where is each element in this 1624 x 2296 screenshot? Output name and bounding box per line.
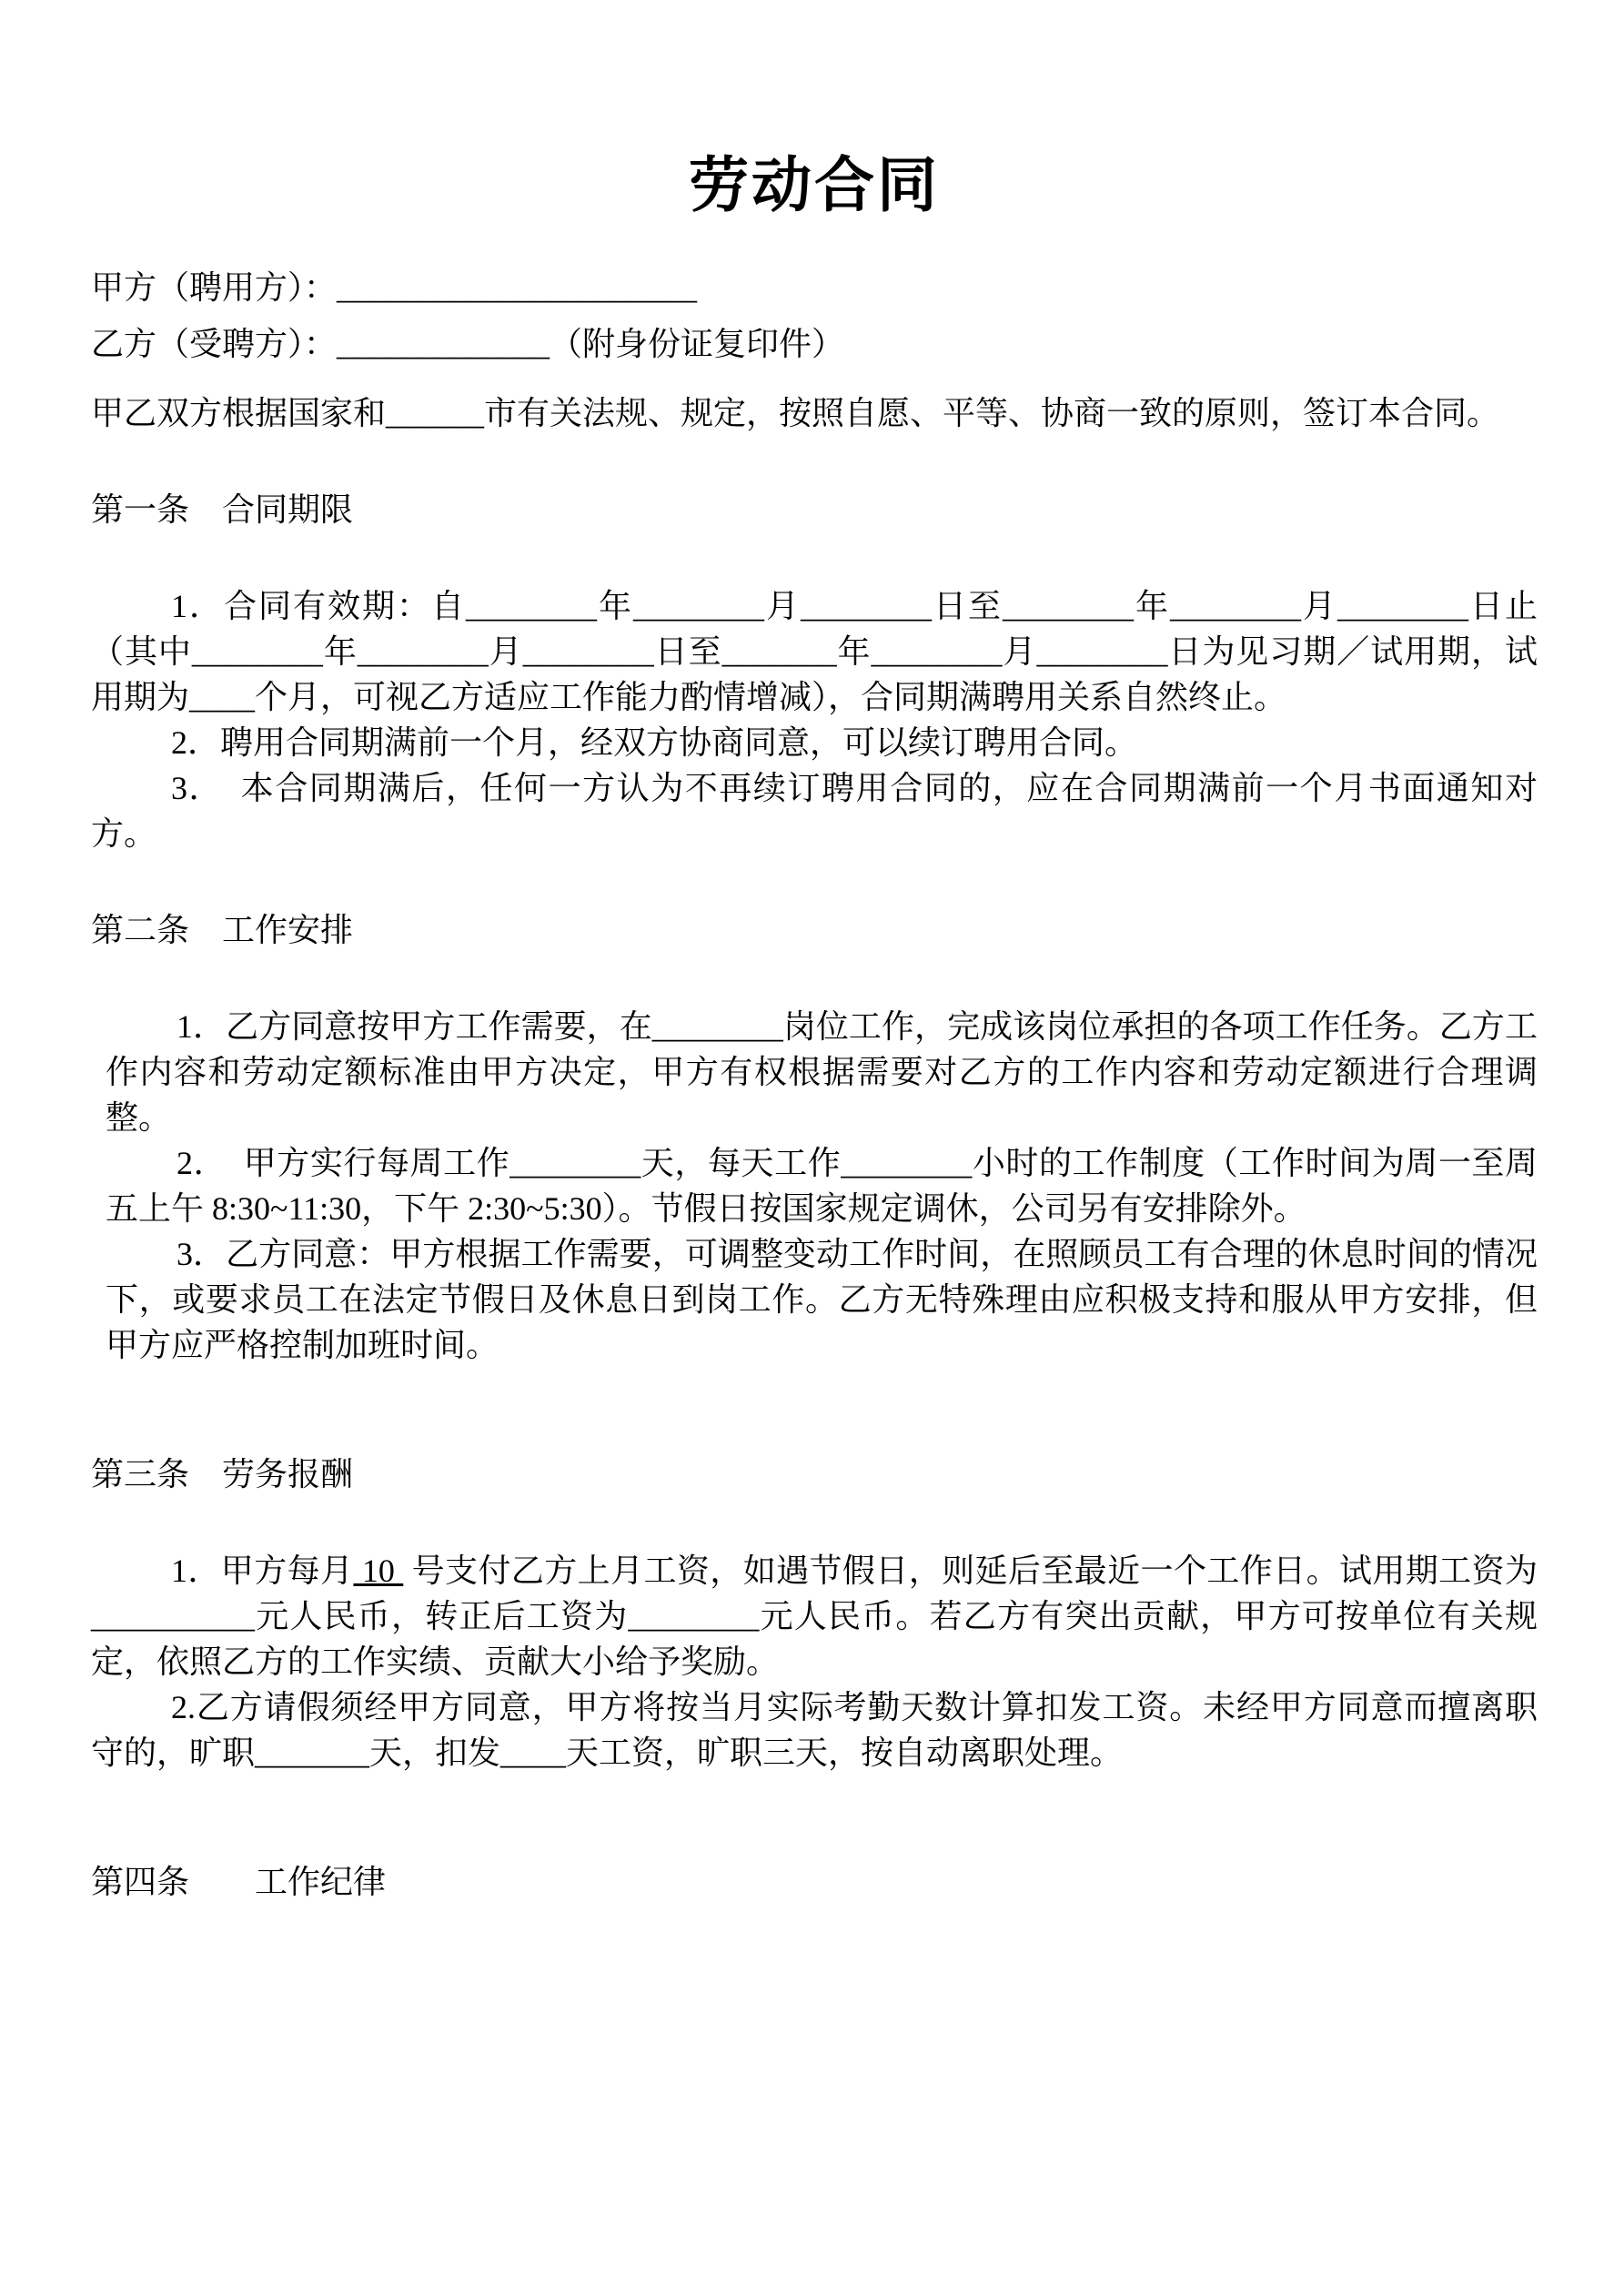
blank-field: __________ xyxy=(91,1598,255,1634)
text-segment: 第四条 工作纪律 xyxy=(91,1864,387,1900)
text-segment: 年 xyxy=(836,633,872,670)
blank-field: _______ xyxy=(255,1735,370,1771)
blank-field: ________ xyxy=(871,633,1003,670)
document-body xyxy=(91,265,1538,1905)
text-segment: 天，每天工作 xyxy=(641,1145,842,1181)
text-segment: 号支付乙方上月工资，如遇节假日，则延后至最近一个工作日。试用期工资为 xyxy=(403,1553,1538,1589)
text-segment: （附身份证复印件） xyxy=(550,326,845,362)
blank-field: ____ xyxy=(500,1735,567,1771)
text-segment: 日至 xyxy=(653,633,722,670)
text-segment: 元人民币，转正后工资为 xyxy=(255,1598,629,1634)
blank-field: ______ xyxy=(386,395,485,431)
blank-field: _____________ xyxy=(337,326,550,362)
text-segment: 年 xyxy=(1133,588,1170,624)
text-segment: 1．甲方每月 xyxy=(171,1553,354,1589)
text-segment: 1．乙方同意按甲方工作需要，在 xyxy=(177,1008,652,1045)
text-segment: 日止（其中 xyxy=(91,588,1538,670)
preamble xyxy=(91,390,1538,436)
text-segment: 市有关法规、规定，按照自愿、平等、协商一致的原则，签订本合同。 xyxy=(484,395,1500,431)
text-segment: 3．乙方同意：甲方根据工作需要，可调整变动工作时间，在照顾员工有合理的休息时间的情况下，或要求员工在法定节假日及休息日到岗工作。乙方无特殊理由应积极支持和服从甲方安排，但甲方应严格控制加班时间。 xyxy=(106,1236,1538,1363)
text-segment: 2．聘用合同期满前一个月，经双方协商同意，可以续订聘用合同。 xyxy=(171,724,1138,761)
text-segment: 甲方（聘用方）： xyxy=(91,269,338,306)
blank-field: ________ xyxy=(800,588,932,624)
section-4-heading xyxy=(91,1859,1538,1905)
blank-field: ________ xyxy=(522,633,654,670)
text-segment: 甲乙双方根据国家和 xyxy=(91,395,387,431)
section-3-heading xyxy=(91,1451,1538,1497)
blank-field: ________ xyxy=(357,633,489,670)
text-segment: 年 xyxy=(596,588,633,624)
blank-field: _______ xyxy=(721,633,837,670)
text-segment: 岗位工作，完成该岗位承担的各项工作任务。乙方工作内容和劳动定额标准由甲方决定，甲方有权根据需要对乙方的工作内容和劳动定额进行合理调整。 xyxy=(106,1008,1538,1136)
text-segment: 元人民币。若乙方有突出贡献，甲方可按单位有关规定，依照乙方的工作实绩、贡献大小给予奖励。 xyxy=(91,1598,1538,1680)
text-segment: 月 xyxy=(763,588,801,624)
text-segment: 2.乙方请假须经甲方同意，甲方将按当月实际考勤天数计算扣发工资。未经甲方同意而擅离职守的，旷职 xyxy=(91,1689,1538,1771)
party-a-line xyxy=(91,265,1538,310)
blank-field: ________ xyxy=(465,588,597,624)
text-segment: 第二条 工作安排 xyxy=(91,912,354,948)
blank-field: ________ xyxy=(1036,633,1168,670)
blank-field: ________ xyxy=(1169,588,1301,624)
text-segment: 个月，可视乙方适应工作能力酌情增减），合同期满聘用关系自然终止。 xyxy=(255,679,1287,715)
clause-1-2 xyxy=(91,720,1538,765)
blank-field: ________ xyxy=(1337,588,1468,624)
text-segment: 2． 甲方实行每周工作 xyxy=(177,1145,510,1181)
clause-2-1 xyxy=(91,1004,1538,1140)
blank-field: ________ xyxy=(509,1145,641,1181)
text-segment: 月 xyxy=(1002,633,1037,670)
blank-field: ________ xyxy=(841,1145,973,1181)
blank-field: ____ xyxy=(189,679,256,715)
blank-field: ________ xyxy=(628,1598,760,1634)
document-title: 劳动合同 xyxy=(689,153,940,219)
blank-field: ________ xyxy=(632,588,764,624)
text-segment: 1．合同有效期：自 xyxy=(171,588,466,624)
clause-2-3 xyxy=(91,1231,1538,1368)
text-segment: 第一条 合同期限 xyxy=(91,491,354,528)
filled-blank: 10 xyxy=(353,1553,404,1589)
text-segment: 乙方（受聘方）： xyxy=(91,326,338,362)
clause-1-1 xyxy=(91,583,1538,720)
clause-1-3 xyxy=(91,765,1538,856)
blank-field: ______________________ xyxy=(337,269,698,306)
text-segment: 第三条 劳务报酬 xyxy=(91,1456,354,1492)
clause-3-1 xyxy=(91,1548,1538,1684)
text-segment: 月 xyxy=(1300,588,1337,624)
text-segment: 日至 xyxy=(931,588,1003,624)
clause-2-2 xyxy=(91,1140,1538,1231)
clause-3-2 xyxy=(91,1684,1538,1775)
blank-field: ________ xyxy=(1002,588,1134,624)
text-segment: 天工资，旷职三天，按自动离职处理。 xyxy=(566,1735,1124,1771)
text-segment: 月 xyxy=(488,633,523,670)
party-b-line xyxy=(91,321,1538,367)
text-segment: 3． 本合同期满后，任何一方认为不再续订聘用合同的，应在合同期满前一个月书面通知对方。 xyxy=(91,770,1538,852)
blank-field: ________ xyxy=(651,1008,783,1045)
text-segment: 日为见习期／试用期，试用期为 xyxy=(91,633,1538,715)
section-2-heading xyxy=(91,907,1538,953)
section-1-heading xyxy=(91,487,1538,532)
text-segment: 小时的工作制度（工作时间为周一至周五上午 8:30~11:30，下午 2:30~5:30）。节假日按国家规定调休，公司另有安排除外。 xyxy=(106,1145,1538,1227)
blank-field: ________ xyxy=(191,633,323,670)
text-segment: 天，扣发 xyxy=(369,1735,501,1771)
text-segment: 年 xyxy=(322,633,358,670)
